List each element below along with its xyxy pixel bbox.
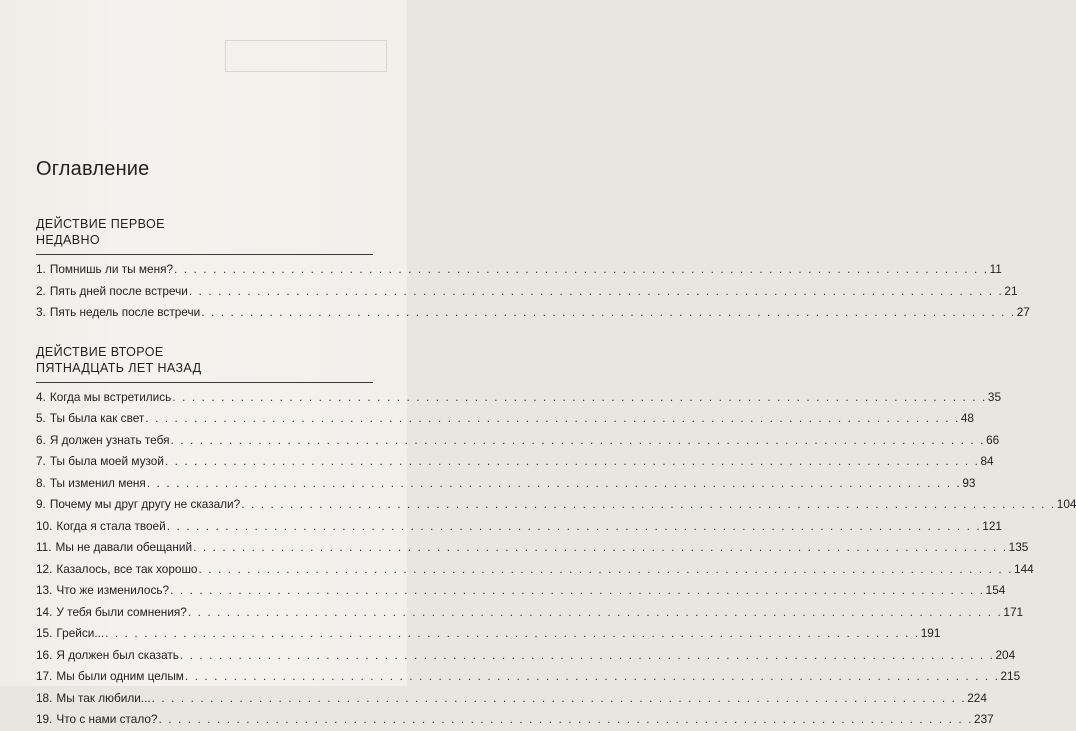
chapter-number: 9. — [36, 497, 46, 511]
chapter-number: 5. — [36, 411, 46, 425]
chapter-title: Когда мы встретились — [49, 389, 172, 404]
page-number: 204 — [995, 647, 1016, 662]
act-one-heading — [36, 216, 373, 248]
toc-entry[interactable] — [36, 451, 994, 473]
chapter-title: Почему мы друг другу не сказали? — [49, 497, 241, 511]
chapter-number: 11. — [36, 540, 52, 554]
dot-leader — [170, 580, 985, 602]
chapter-number: 8. — [36, 475, 46, 490]
chapter-title: Пять дней после встречи — [49, 283, 188, 298]
act-one-subtitle: НЕДАВНО — [36, 233, 101, 247]
act-one-divider — [36, 254, 373, 255]
toc-entry[interactable] — [36, 688, 987, 710]
dot-leader — [180, 645, 995, 667]
chapter-number: 1. — [36, 262, 46, 276]
page-number: 215 — [1000, 669, 1021, 683]
chapter-number: 10. — [36, 518, 53, 533]
chapter-number: 15. — [36, 626, 53, 640]
chapter-number: 3. — [36, 305, 46, 319]
page-number: 154 — [985, 583, 1006, 597]
toc-entry[interactable] — [36, 302, 1030, 324]
dot-leader — [147, 473, 962, 495]
toc-entry[interactable] — [36, 494, 1076, 516]
chapter-number: 12. — [36, 561, 53, 576]
dot-leader — [171, 430, 986, 452]
act-one-title: ДЕЙСТВИЕ ПЕРВОЕ — [36, 217, 165, 231]
toc-entry[interactable] — [36, 537, 1029, 559]
chapter-title: Пять недель после встречи — [49, 305, 201, 319]
table-of-contents — [36, 216, 1076, 731]
chapter-title: Мы так любили... — [56, 690, 151, 705]
page-number: 104 — [1056, 497, 1076, 511]
page-number: 93 — [962, 475, 976, 490]
dot-leader — [241, 494, 1056, 516]
toc-entry[interactable] — [36, 559, 1034, 581]
page-number: 144 — [1014, 561, 1034, 576]
act-two-chapter-list — [36, 387, 1076, 731]
toc-entry[interactable] — [36, 709, 994, 731]
dot-leader — [167, 516, 982, 538]
dot-leader — [193, 537, 1008, 559]
toc-entry[interactable] — [36, 666, 1021, 688]
act-two-divider — [36, 382, 373, 383]
chapter-title: Помнишь ли ты меня? — [49, 262, 174, 276]
chapter-number: 17. — [36, 669, 53, 683]
show-through-frame — [225, 40, 387, 72]
act-one-chapter-list — [36, 259, 1030, 324]
chapter-title: Мы не давали обещаний — [55, 540, 193, 554]
chapter-title: Что же изменилось? — [56, 583, 170, 597]
page-number: 11 — [989, 262, 1002, 276]
chapter-title: Ты изменил меня — [49, 475, 146, 490]
act-two-heading — [36, 344, 373, 376]
dot-leader — [158, 709, 973, 731]
page-title: Оглавление — [36, 158, 150, 180]
toc-entry[interactable] — [36, 602, 1024, 624]
chapter-number: 16. — [36, 647, 53, 662]
toc-entry[interactable] — [36, 259, 1002, 281]
chapter-number: 14. — [36, 604, 53, 619]
dot-leader — [188, 602, 1003, 624]
dot-leader — [172, 387, 987, 409]
page-number: 171 — [1003, 604, 1024, 619]
toc-entry[interactable] — [36, 473, 976, 495]
dot-leader — [174, 259, 989, 281]
page-number: 35 — [987, 389, 1002, 404]
dot-leader — [105, 623, 920, 645]
chapter-number: 7. — [36, 454, 46, 468]
chapter-number: 6. — [36, 432, 46, 447]
toc-entry[interactable] — [36, 430, 1000, 452]
chapter-title: Я должен был сказать — [56, 647, 179, 662]
act-two-subtitle: ПЯТНАДЦАТЬ ЛЕТ НАЗАД — [36, 360, 202, 375]
page-number: 27 — [1016, 305, 1030, 319]
chapter-number: 13. — [36, 583, 53, 597]
dot-leader — [165, 451, 980, 473]
page-number: 21 — [1004, 283, 1018, 298]
toc-entry[interactable] — [36, 623, 941, 645]
dot-leader — [152, 688, 967, 710]
chapter-title: Казалось, все так хорошо — [56, 561, 198, 576]
chapter-title: Что с нами стало? — [56, 712, 158, 726]
dot-leader — [189, 281, 1004, 303]
toc-entry[interactable] — [36, 645, 1016, 667]
chapter-number: 19. — [36, 712, 53, 726]
chapter-title: Я должен узнать тебя — [49, 432, 170, 447]
page-number: 224 — [967, 690, 987, 705]
page-number: 48 — [960, 411, 974, 425]
chapter-number: 18. — [36, 690, 53, 705]
page-number: 135 — [1008, 540, 1029, 554]
page-number: 66 — [986, 432, 1000, 447]
dot-leader — [145, 408, 960, 430]
dot-leader — [201, 302, 1016, 324]
page-number: 121 — [982, 518, 1002, 533]
chapter-title: Ты была как свет — [49, 411, 145, 425]
toc-entry[interactable] — [36, 281, 1018, 303]
chapter-number: 4. — [36, 389, 46, 404]
page-number: 84 — [980, 454, 994, 468]
toc-entry[interactable] — [36, 580, 1006, 602]
chapter-title: Мы были одним целым — [56, 669, 184, 683]
chapter-title: Ты была моей музой — [49, 454, 164, 468]
chapter-title: У тебя были сомнения? — [56, 604, 187, 619]
chapter-title: Грейси... — [56, 626, 105, 640]
dot-leader — [185, 666, 1000, 688]
dot-leader — [198, 559, 1013, 581]
act-two-title: ДЕЙСТВИЕ ВТОРОЕ — [36, 344, 164, 359]
chapter-number: 2. — [36, 283, 46, 298]
toc-entry[interactable] — [36, 387, 1002, 409]
page-number: 191 — [920, 626, 941, 640]
toc-entry[interactable] — [36, 408, 974, 430]
chapter-title: Когда я стала твоей — [56, 518, 166, 533]
page-number: 237 — [974, 712, 994, 726]
toc-entry[interactable] — [36, 516, 1002, 538]
